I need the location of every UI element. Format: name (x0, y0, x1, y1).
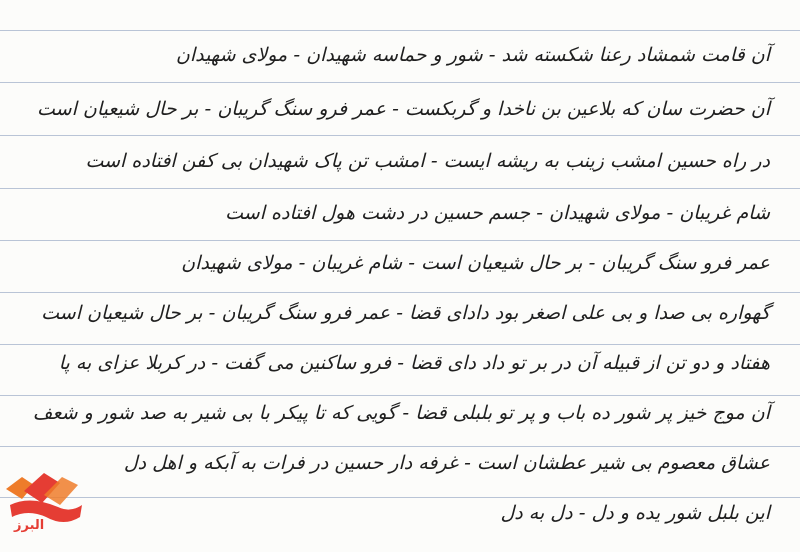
handwritten-line-1: آن قامت شمشاد رعنا شکسته شد - شور و حماسه شهیدان - مولای شهیدان (175, 44, 770, 66)
ruled-line (0, 240, 800, 241)
handwritten-line-10: این بلبل شور یده و دل - دل به دل (500, 502, 770, 524)
ruled-line (0, 446, 800, 447)
handwritten-line-6: گهواره بی صدا و بی علی اصغر بود دادای قضا - عمر فرو سنگ گریبان - بر حال شیعیان است (41, 302, 770, 324)
ruled-line (0, 135, 800, 136)
logo-label: البرز (14, 518, 45, 533)
ruled-line (0, 82, 800, 83)
handwritten-line-7: هفتاد و دو تن از قبیله آن در بر تو داد دای قضا - فرو ساکنین می گفت - در کربلا عزای به پا (58, 352, 770, 374)
ruled-line (0, 395, 800, 396)
ruled-line (0, 30, 800, 31)
handwritten-line-9: عشاق معصوم بی شیر عطشان است - غرفه دار حسین در فرات به آبکه و اهل دل (123, 452, 770, 474)
handwritten-line-8: آن موج خیز پر شور ده باب و پر تو بلبلی قضا - گویی که تا پیکر با بی شیر به صد شور و شعف (32, 402, 770, 424)
handwritten-line-4: شام غریبان - مولای شهیدان - جسم حسین در دشت هول افتاده است (225, 202, 770, 224)
handwritten-line-2: آن حضرت سان که بلاعین بن ناخدا و گربکست - عمر فرو سنگ گریبان - بر حال شیعیان است (37, 98, 770, 120)
ruled-line (0, 188, 800, 189)
ruled-line (0, 292, 800, 293)
handwritten-line-3: در راه حسین امشب زینب به ریشه ایست - امشب تن پاک شهیدان بی کفن افتاده است (85, 150, 770, 172)
ruled-line (0, 344, 800, 345)
navid-shahed-logo (0, 455, 92, 552)
handwritten-line-5: عمر فرو سنگ گریبان - بر حال شیعیان است - شام غریبان - مولای شهیدان (181, 252, 770, 274)
ruled-line (0, 497, 800, 498)
